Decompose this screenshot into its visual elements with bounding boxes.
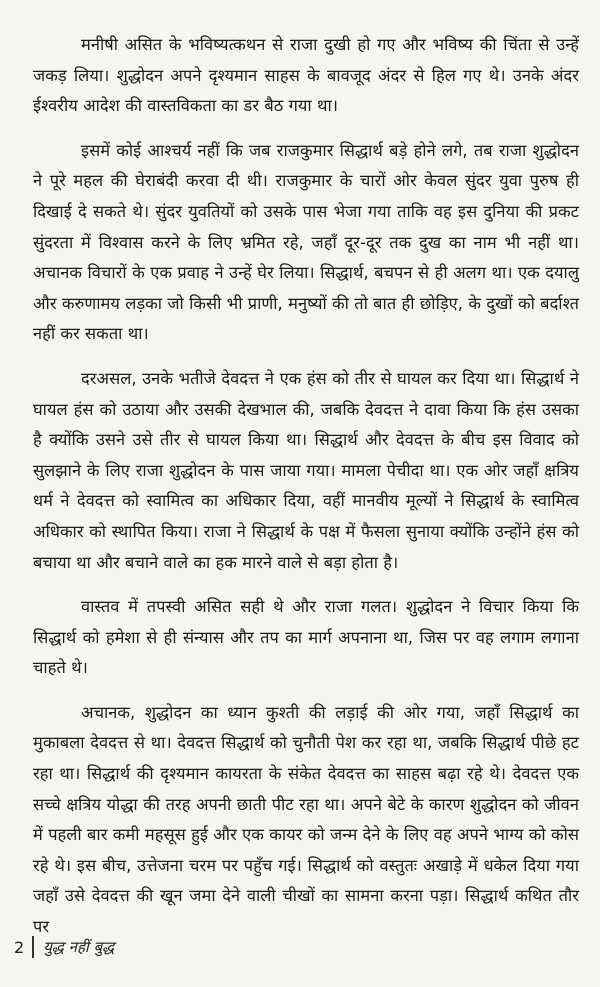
paragraph-3: दरअसल, उनके भतीजे देवदत्त ने एक हंस को तीर से घायल कर दिया था। सिद्धार्थ ने घायल हंस को उठाया और उसकी देखभाल की, जबकि देवदत्त ने दावा किया कि हंस उसका है क्योंकि उसने उसे तीर से घायल किया था। सिद्धार्थ और देवदत्त के बीच इस विवाद को सुलझाने के लिए राजा शुद्धोदन के पास जाया गया। मामला पेचीदा था। एक ओर जहाँ क्षत्रिय धर्म ने देवदत्त को स्वामित्व का अधिकार दिया, वहीं मानवीय मूल्यों ने सिद्धार्थ के स्वामित्व अधिकार को स्थापित किया। राजा ने सिद्धार्थ के पक्ष में फैसला सुनाया क्योंकि उन्होंने हंस को बचाया था और बचाने वाले का हक मारने वाले से बड़ा होता है।	[33, 368, 579, 572]
page-body-text	[33, 30, 579, 957]
footer-divider	[32, 936, 34, 958]
page-number: 2	[14, 937, 25, 957]
paragraph-2: इसमें कोई आश्चर्य नहीं कि जब राजकुमार सिद्धार्थ बड़े होने लगे, तब राजा शुद्धोदन ने पूरे महल की घेराबंदी करवा दी थी। राजकुमार के चारों ओर केवल सुंदर युवा पुरुष ही दिखाई दे सकते थे। सुंदर युवतियों को उसके पास भेजा गया ताकि वह इस दुनिया की प्रकट सुंदरता में विश्वास करने के लिए भ्रमित रहे, जहाँ दूर-दूर तक दुख का नाम भी नहीं था। अचानक विचारों के एक प्रवाह ने उन्हें घेर लिया। सिद्धार्थ, बचपन से ही अलग था। एक दयालु और करुणामय लड़का जो किसी भी प्राणी, मनुष्यों की तो बात ही छोड़िए, के दुखों को बर्दाश्त नहीं कर सकता था।	[33, 140, 579, 344]
book-title: युद्ध नहीं बुद्ध	[43, 938, 115, 956]
paragraph-1: मनीषी असित के भविष्यत्कथन से राजा दुखी हो गए और भविष्य की चिंता से उन्हें जकड़ लिया। शुद्धोदन अपने दृश्यमान साहस के बावजूद अंदर से हिल गए थे। उनके अंदर ईश्वरीय आदेश की वास्तविकता का डर बैठ गया था।	[33, 35, 579, 116]
page-footer	[14, 934, 114, 960]
paragraph-5: अचानक, शुद्धोदन का ध्यान कुश्ती की लड़ाई की ओर गया, जहाँ सिद्धार्थ का मुकाबला देवदत्त से था। देवदत्त सिद्धार्थ को चुनौती पेश कर रहा था, जबकि सिद्धार्थ पीछे हट रहा था। सिद्धार्थ की दृश्यमान कायरता के संकेत देवदत्त का साहस बढ़ा रहे थे। देवदत्त एक सच्चे क्षत्रिय योद्धा की तरह अपनी छाती पीट रहा था। अपने बेटे के कारण शुद्धोदन को जीवन में पहली बार कमी महसूस हुई और एक कायर को जन्म देने के लिए वह अपने भाग्य को कोस रहे थे। इस बीच, उत्तेजना चरम पर पहुँच गई। सिद्धार्थ को वस्तुतः अखाड़े में धकेल दिया गया जहाँ उसे देवदत्त की खून जमा देने वाली चीखों का सामना करना पड़ा। सिद्धार्थ कथित तौर पर	[33, 702, 579, 937]
paragraph-4: वास्तव में तपस्वी असित सही थे और राजा गलत। शुद्धोदन ने विचार किया कि सिद्धार्थ को हमेशा से ही संन्यास और तप का मार्ग अपनाना था, जिस पर वह लगाम लगाना चाहते थे।	[33, 597, 579, 678]
